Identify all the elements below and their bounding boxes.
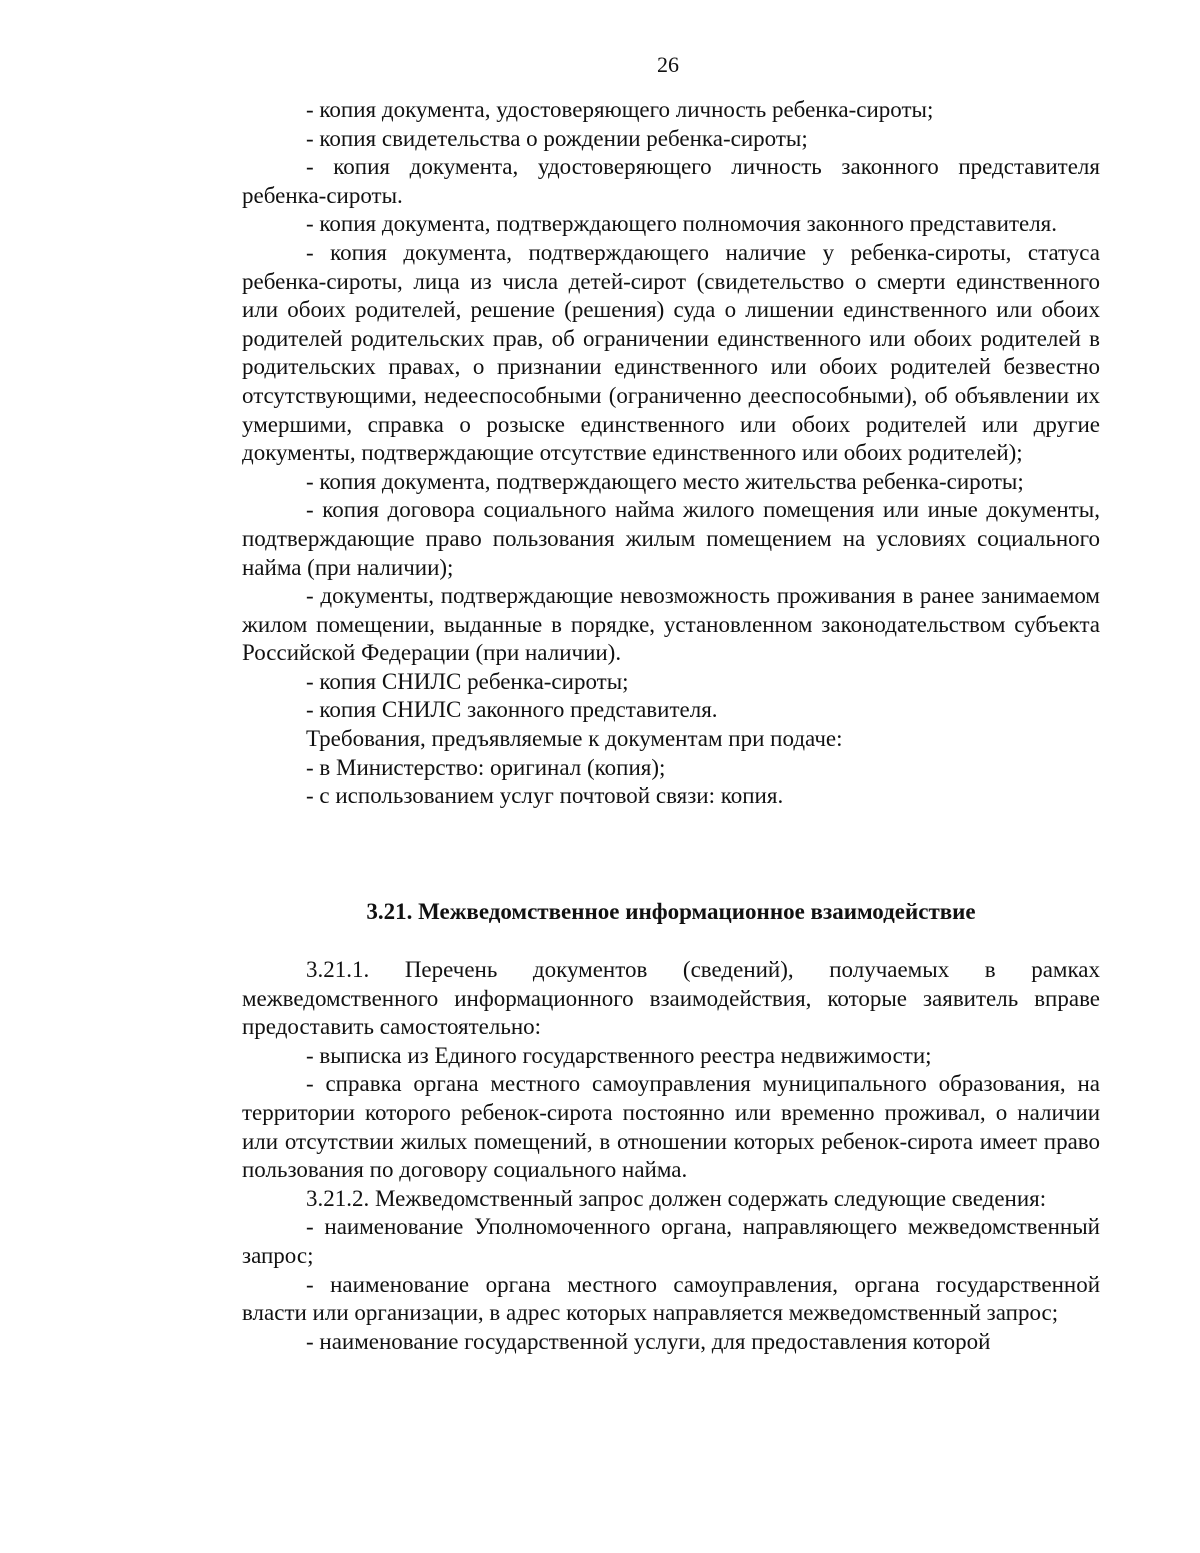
paragraph: - копия СНИЛС законного представителя. xyxy=(306,697,718,723)
paragraph: - копия договора социального найма жилого помещения или иные документы, подтверждающие право пользования жилым помещением на условиях социального найма (при наличии); xyxy=(242,497,1100,580)
paragraph: - копия документа, удостоверяющего личность ребенка-сироты; xyxy=(306,97,934,122)
paragraph: Требования, предъявляемые к документам при подаче: xyxy=(306,726,843,752)
paragraph: - выписка из Единого государственного реестра недвижимости; xyxy=(306,1042,932,1068)
paragraph: - наименование государственной услуги, для предоставления которой xyxy=(306,1328,991,1354)
paragraph: - копия документа, удостоверяющего личность законного представителя ребенка-сироты. xyxy=(242,154,1100,208)
paragraph: - копия свидетельства о рождении ребенка-сироты; xyxy=(306,125,808,151)
paragraph: 3.21.1. Перечень документов (сведений), получаемых в рамках межведомственного информационного взаимодействия, которые заявитель вправе предоставить самостоятельно: xyxy=(242,957,1100,1040)
paragraph: - копия документа, подтверждающего полномочия законного представителя. xyxy=(306,211,1058,237)
paragraph: - копия документа, подтверждающего место жительства ребенка-сироты; xyxy=(306,468,1024,494)
paragraph: 3.21.2. Межведомственный запрос должен содержать следующие сведения: xyxy=(306,1185,1047,1211)
page-number: 26 xyxy=(657,52,679,77)
document-body-bottom xyxy=(242,956,1100,1356)
paragraph: - наименование Уполномоченного органа, направляющего межведомственный запрос; xyxy=(242,1214,1100,1268)
paragraph: - копия документа, подтверждающего наличие у ребенка-сироты, статуса ребенка-сироты, лица из числа детей-сирот (свидетельство о смерти единственного или обоих родителей, решение (решения) суда о лишении единственного или обоих родителей родительских прав, об ограничении единственного или обоих родителей в родительских правах, о признании единственного или обоих родителей безвестно отсутствующими, недееспособными (ограниченно дееспособными), об объявлении их умершими, справка о розыске единственного или обоих родителей или другие документы, подтверждающие отсутствие единственного или обоих родителей); xyxy=(242,239,1100,466)
paragraph: - наименование органа местного самоуправления, органа государственной власти или организации, в адрес которых направляется межведомственный запрос; xyxy=(242,1271,1100,1326)
paragraph: - с использованием услуг почтовой связи: копия. xyxy=(306,783,784,809)
paragraph: - в Министерство: оригинал (копия); xyxy=(306,754,666,780)
paragraph: - документы, подтверждающие невозможность проживания в ранее занимаемом жилом помещении, выданные в порядке, установленном законодательством субъекта Российской Федерации (при наличии). xyxy=(242,583,1100,666)
section-heading: 3.21. Межведомственное информационное взаимодействие xyxy=(366,899,976,924)
paragraph: - справка органа местного самоуправления муниципального образования, на территории которого ребенок-сирота постоянно или временно проживал, о наличии или отсутствии жилых помещений, в отношении которых ребенок-сирота имеет право пользования по договору социального найма. xyxy=(242,1071,1100,1183)
paragraph: - копия СНИЛС ребенка-сироты; xyxy=(306,668,629,694)
document-body-top xyxy=(242,96,1100,811)
